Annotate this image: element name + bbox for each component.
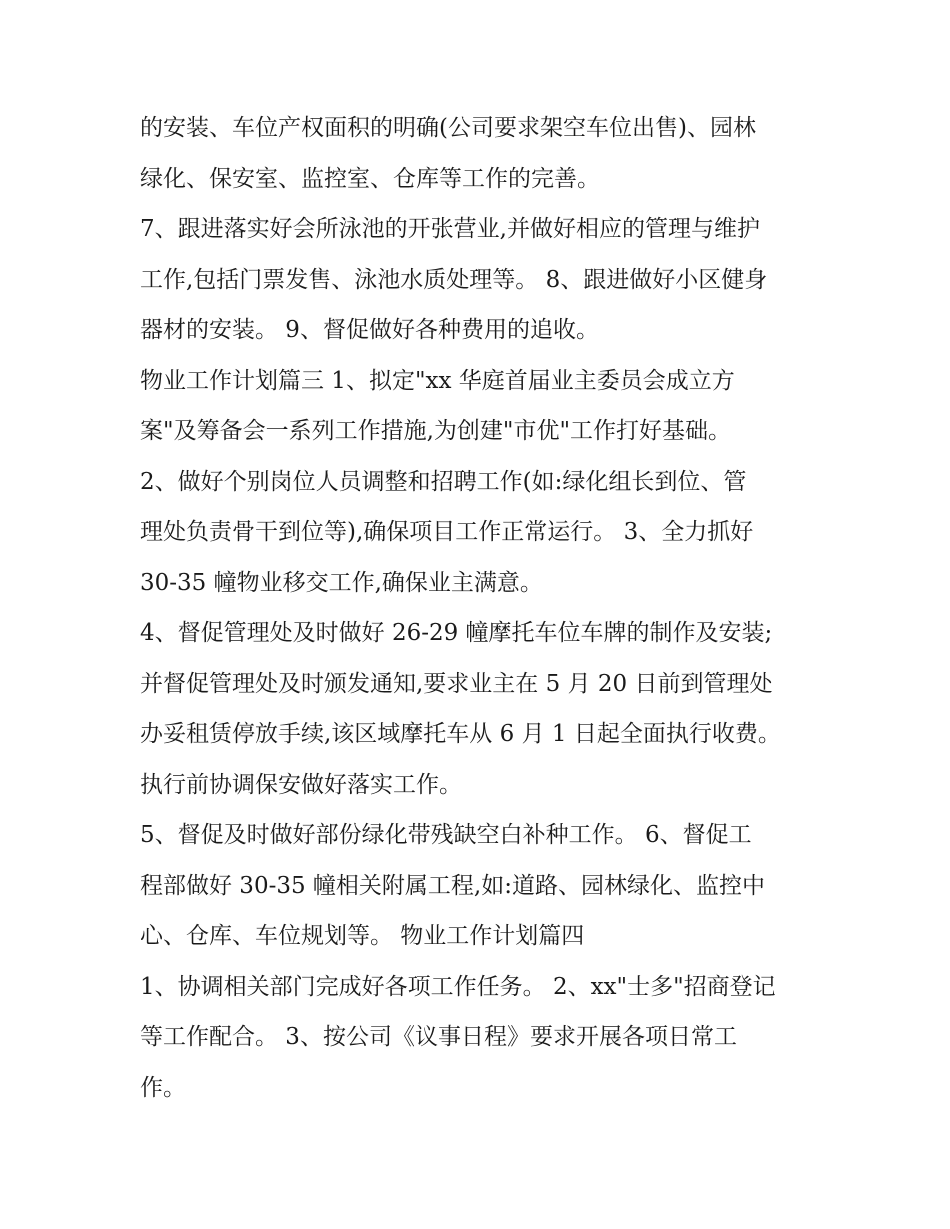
text-line: 30-35 幢物业移交工作,确保业主满意。	[140, 569, 543, 596]
text-line: 程部做好 30-35 幢相关附属工程,如:道路、园林绿化、监控中	[140, 872, 765, 899]
document-body	[140, 103, 820, 1113]
text-line: 理处负责骨干到位等),确保项目工作正常运行。 3、全力抓好	[140, 519, 754, 545]
text-line: 7、跟进落实好会所泳池的开张营业,并做好相应的管理与维护	[140, 216, 760, 242]
text-line: 心、仓库、车位规划等。 物业工作计划篇四	[140, 923, 585, 949]
text-line: 并督促管理处及时颁发通知,要求业主在 5 月 20 日前到管理处	[140, 670, 773, 697]
text-line: 绿化、保安室、监控室、仓库等工作的完善。	[140, 165, 600, 192]
text-line: 作。	[140, 1074, 186, 1101]
text-line: 工作,包括门票发售、泳池水质处理等。 8、跟进做好小区健身	[140, 266, 768, 293]
text-line: 1、协调相关部门完成好各项工作任务。 2、xx"士多"招商登记	[140, 973, 776, 1000]
text-line: 办妥租赁停放手续,该区域摩托车从 6 月 1 日起全面执行收费。	[140, 721, 781, 747]
text-line: 案"及筹备会一系列工作措施,为创建"市优"工作打好基础。	[140, 418, 732, 444]
text-line: 器材的安装。 9、督促做好各种费用的追收。	[140, 317, 599, 343]
text-line: 物业工作计划篇三 1、拟定"xx 华庭首届业主委员会成立方	[140, 367, 735, 394]
text-line: 4、督促管理处及时做好 26-29 幢摩托车位车牌的制作及安装;	[140, 620, 773, 646]
text-line: 的安装、车位产权面积的明确(公司要求架空车位出售)、园林	[140, 115, 756, 141]
text-line: 2、做好个别岗位人员调整和招聘工作(如:绿化组长到位、管	[140, 468, 747, 495]
text-line: 等工作配合。 3、按公司《议事日程》要求开展各项日常工	[140, 1024, 737, 1050]
text-line: 执行前协调保安做好落实工作。	[140, 771, 462, 798]
text-line: 5、督促及时做好部份绿化带残缺空白补种工作。 6、督促工	[140, 822, 752, 848]
